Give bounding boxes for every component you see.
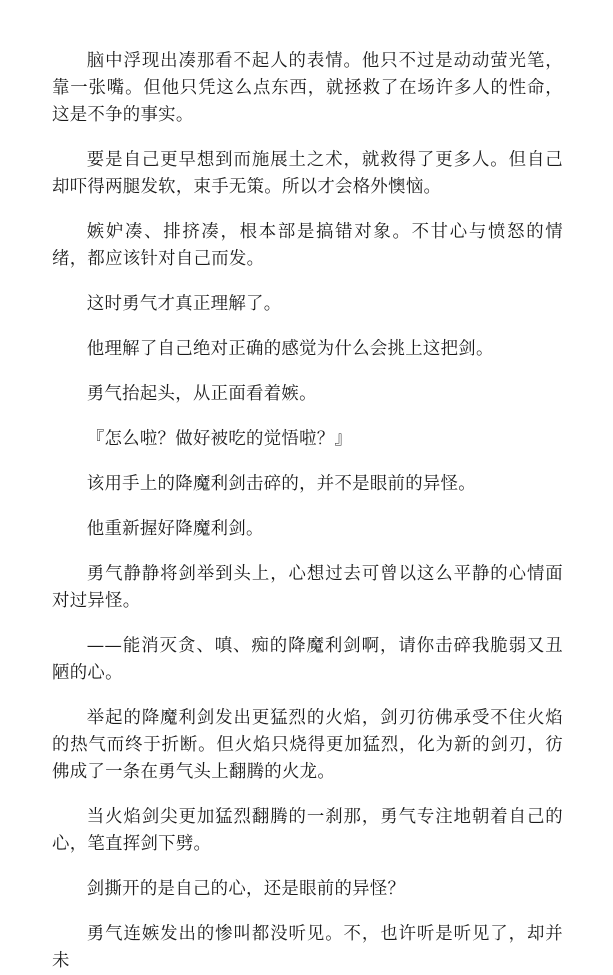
paragraph: 勇气抬起头，从正面看着嫉。 [86, 384, 317, 404]
paragraph: 脑中浮现出凑那看不起人的表情。他只不过是动动萤光笔，靠一张嘴。但他只凭这么点东西，就拯救了在场许多人的性命，这是不争的事实。 [52, 51, 563, 125]
paragraph: 他理解了自己绝对正确的感觉为什么会挑上这把剑。 [86, 339, 494, 359]
paragraph: 他重新握好降魔利剑。 [86, 519, 264, 539]
paragraph: 举起的降魔利剑发出更猛烈的火焰，剑刃彷佛承受不住火焰的热气而终于折断。但火焰只烧得更加猛烈，化为新的剑刃，彷佛成了一条在勇气头上翻腾的火龙。 [52, 708, 563, 782]
paragraph: 要是自己更早想到而施展土之术，就救得了更多人。但自己却吓得两腿发软，束手无策。所以才会格外懊恼。 [52, 150, 563, 197]
paragraph: 这时勇气才真正理解了。 [86, 294, 282, 314]
paragraph: 剑撕开的是自己的心，还是眼前的异怪？ [86, 879, 406, 899]
dialogue-paragraph: 『怎么啦？做好被吃的觉悟啦？』 [86, 429, 353, 449]
paragraph: 当火焰剑尖更加猛烈翻腾的一刹那，勇气专注地朝着自己的心，笔直挥剑下劈。 [52, 807, 563, 854]
paragraph: 勇气连嫉发出的惨叫都没听见。不，也许听是听见了，却并未 [52, 924, 563, 971]
paragraph: 该用手上的降魔利剑击碎的，并不是眼前的异怪。 [86, 474, 476, 494]
paragraph: 嫉妒凑、排挤凑，根本部是搞错对象。不甘心与愤怒的情绪，都应该针对自己而发。 [52, 222, 563, 269]
paragraph: 勇气静静将剑举到头上，心想过去可曾以这么平静的心情面对过异怪。 [52, 564, 563, 611]
paragraph: ——能消灭贪、嗔、痴的降魔利剑啊，请你击碎我脆弱又丑陋的心。 [52, 636, 563, 683]
